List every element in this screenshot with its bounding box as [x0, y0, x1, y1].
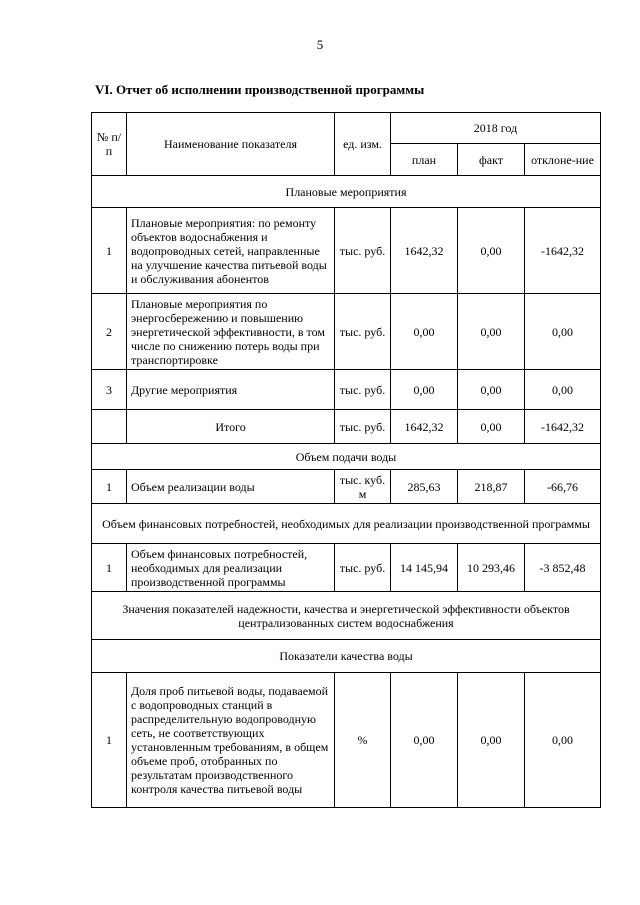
row-name: Другие мероприятия [127, 370, 335, 410]
section-title: Показатели качества воды [92, 640, 601, 673]
row-name: Плановые мероприятия по энергосбережению и повышению энергетической эффективности, в том числе по снижению потерь воды при транспортировке [127, 294, 335, 370]
section-heading: VI. Отчет об исполнении производственной программы [95, 82, 425, 97]
row-deviation: -3 852,48 [525, 544, 601, 592]
row-deviation: 0,00 [525, 294, 601, 370]
header-num: № п/п [92, 113, 127, 176]
table-row [92, 370, 601, 410]
row-num: 3 [92, 370, 127, 410]
table-row-total [92, 410, 601, 444]
table-row [92, 470, 601, 504]
row-plan: 0,00 [391, 370, 458, 410]
row-fact: 0,00 [458, 673, 525, 808]
row-deviation: -1642,32 [525, 208, 601, 294]
section-title: Значения показателей надежности, качества и энергетической эффективности объектов централизованных систем водоснабжения [92, 592, 601, 640]
row-name: Итого [127, 410, 335, 444]
row-fact: 218,87 [458, 470, 525, 504]
table-row [92, 544, 601, 592]
row-num: 1 [92, 673, 127, 808]
row-deviation: 0,00 [525, 673, 601, 808]
row-fact: 0,00 [458, 370, 525, 410]
header-year: 2018 год [391, 113, 601, 144]
row-deviation: -66,76 [525, 470, 601, 504]
header-deviation: отклоне-ние [525, 144, 601, 176]
header-unit: ед. изм. [335, 113, 391, 176]
row-num: 2 [92, 294, 127, 370]
section-title: Объем подачи воды [92, 444, 601, 470]
row-deviation: -1642,32 [525, 410, 601, 444]
page-number: 5 [316, 37, 324, 52]
row-unit: тыс. куб. м [335, 470, 391, 504]
row-plan: 1642,32 [391, 410, 458, 444]
row-fact: 0,00 [458, 294, 525, 370]
row-num: 1 [92, 544, 127, 592]
row-fact: 0,00 [458, 410, 525, 444]
row-plan: 0,00 [391, 294, 458, 370]
row-deviation: 0,00 [525, 370, 601, 410]
row-unit: тыс. руб. [335, 208, 391, 294]
section-title: Объем финансовых потребностей, необходимых для реализации производственной программы [92, 504, 601, 544]
row-unit: тыс. руб. [335, 370, 391, 410]
production-program-report-table [91, 112, 601, 808]
table-row [92, 208, 601, 294]
row-unit: тыс. руб. [335, 294, 391, 370]
row-plan: 0,00 [391, 673, 458, 808]
row-num: 1 [92, 470, 127, 504]
row-unit: % [335, 673, 391, 808]
row-plan: 285,63 [391, 470, 458, 504]
row-plan: 1642,32 [391, 208, 458, 294]
row-name: Доля проб питьевой воды, подаваемой с водопроводных станций в распределительную водопроводную сеть, не соответствующих установленным требованиям, в общем объеме проб, отобранных по результатам производственного контроля качества питьевой воды [127, 673, 335, 808]
row-fact: 10 293,46 [458, 544, 525, 592]
row-unit: тыс. руб. [335, 410, 391, 444]
row-plan: 14 145,94 [391, 544, 458, 592]
row-name: Объем реализации воды [127, 470, 335, 504]
row-num [92, 410, 127, 444]
table-row [92, 673, 601, 808]
row-name: Плановые мероприятия: по ремонту объектов водоснабжения и водопроводных сетей, направленные на улучшение качества питьевой воды и обслуживания абонентов [127, 208, 335, 294]
header-name: Наименование показателя [127, 113, 335, 176]
header-plan: план [391, 144, 458, 176]
row-name: Объем финансовых потребностей, необходимых для реализации производственной программы [127, 544, 335, 592]
section-title: Плановые мероприятия [92, 176, 601, 208]
header-fact: факт [458, 144, 525, 176]
row-num: 1 [92, 208, 127, 294]
row-fact: 0,00 [458, 208, 525, 294]
row-unit: тыс. руб. [335, 544, 391, 592]
table-row [92, 294, 601, 370]
